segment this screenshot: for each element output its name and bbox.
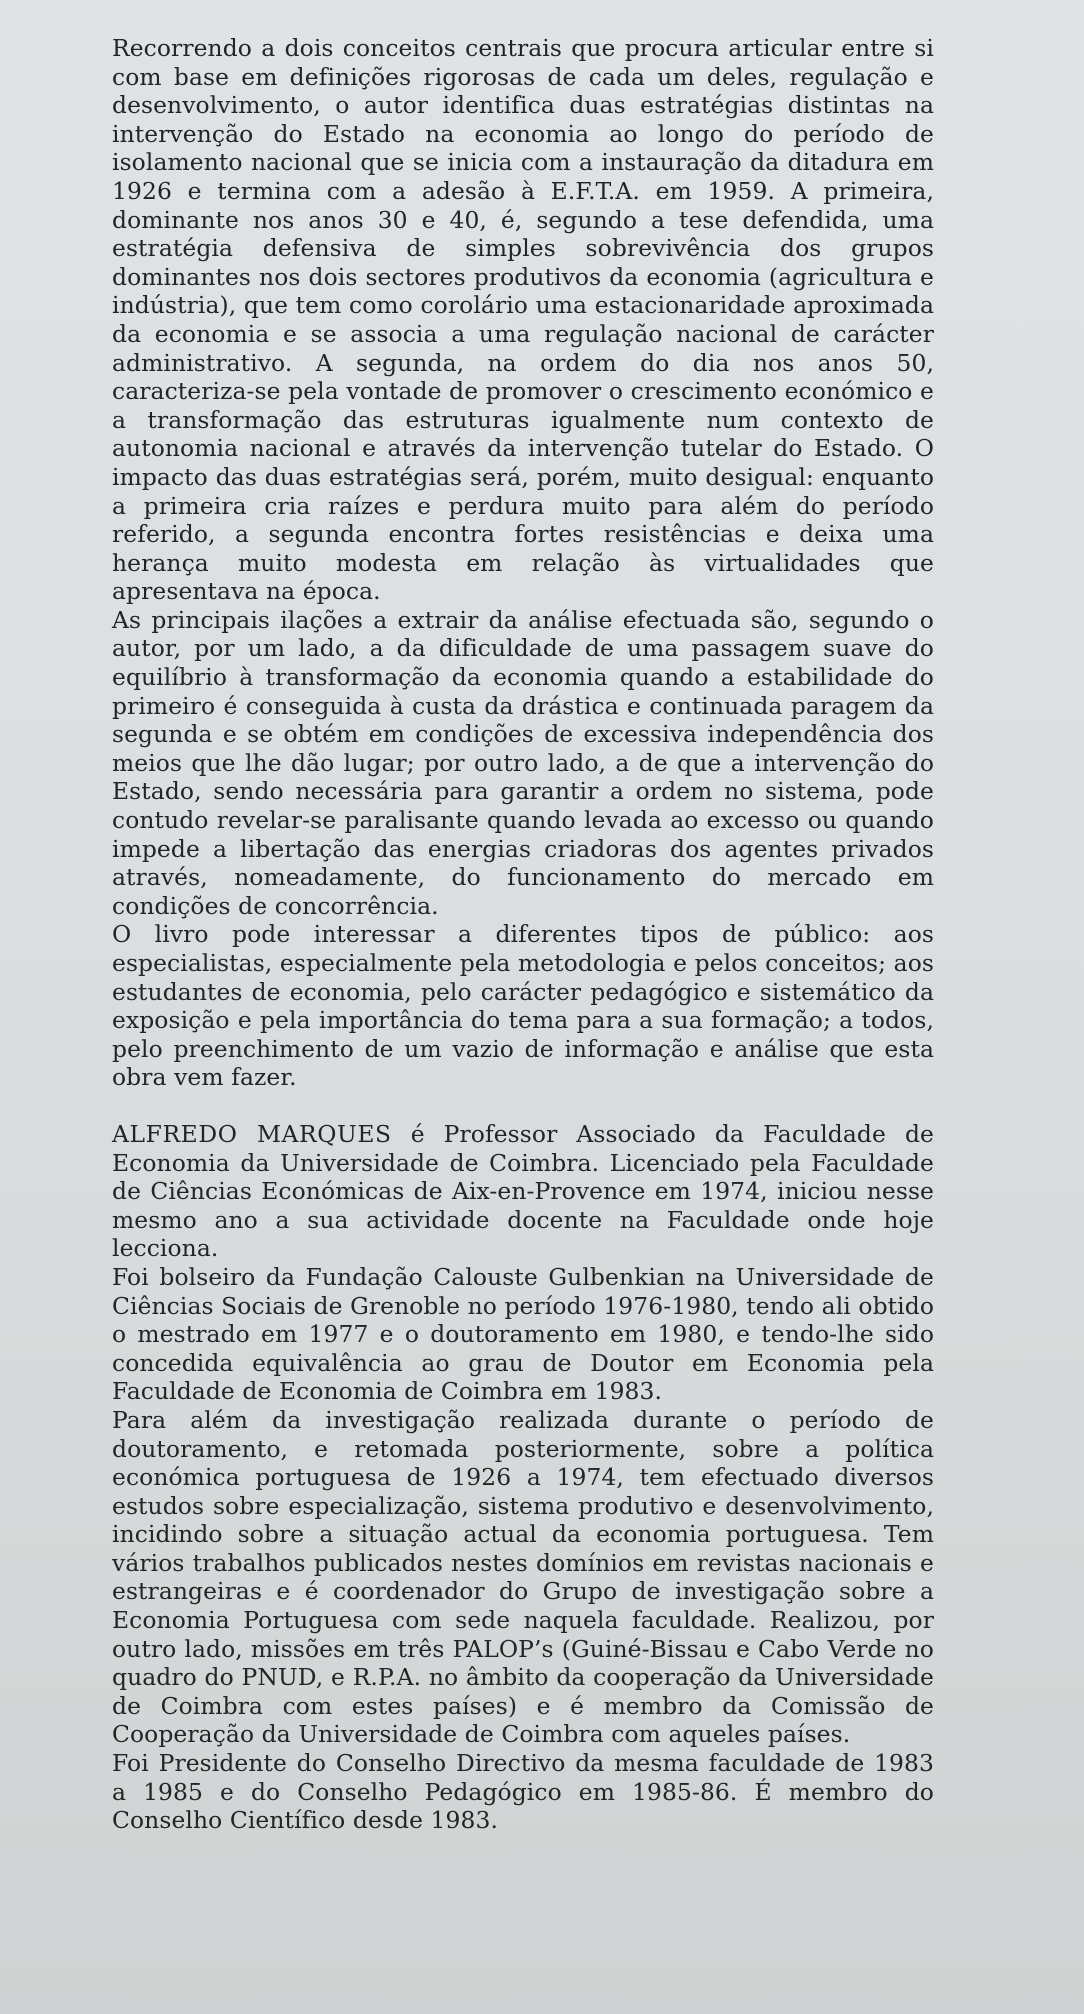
author-bio-intro (112, 1120, 934, 1263)
section-spacer (112, 1092, 934, 1120)
author-bio-paragraph-4: Foi Presidente do Conselho Directivo da mesma faculdade de 1983 a 1985 e do Conselho Pedagógico em 1985-86. É membro do Conselho Científico desde 1983. (112, 1749, 934, 1835)
author-bio-paragraph-2: Foi bolseiro da Fundação Calouste Gulbenkian na Universidade de Ciências Sociais de Grenoble no período 1976-1980, tendo ali obtido o mestrado em 1977 e o doutoramento em 1980, e tendo-lhe sido concedida equivalência ao grau de Doutor em Economia pela Faculdade de Economia de Coimbra em 1983. (112, 1262, 934, 1406)
book-back-cover-text (112, 34, 934, 1835)
review-paragraph-1: Recorrendo a dois conceitos centrais que procura articular entre si com base em definições rigorosas de cada um deles, regulação e desenvolvimento, o autor identifica duas estratégias distintas na intervenção do Estado na economia ao longo do período de isolamento nacional que se inicia com a instauração da ditadura em 1926 e termina com a adesão à E.F.T.A. em 1959. A primeira, dominante nos anos 30 e 40, é, segundo a tese defendida, uma estratégia defensiva de simples sobrevivência dos grupos dominantes nos dois sectores produtivos da economia (agricultura e indústria), que tem como corolário uma estacionaridade aproximada da economia e se associa a uma regulação nacional de carácter administrativo. A segunda, na ordem do dia nos anos 50, caracteriza-se pela vontade de promover o crescimento económico e a transformação das estruturas igualmente num contexto de autonomia nacional e através da intervenção tutelar do Estado. O impacto das duas estratégias será, porém, muito desigual: enquanto a primeira cria raízes e perdura muito para além do período referido, a segunda encontra fortes resistências e deixa uma herança muito modesta em relação às virtualidades que apresentava na época. (112, 34, 934, 606)
author-bio-paragraph-3: Para além da investigação realizada durante o período de doutoramento, e retomada posteriormente, sobre a política económica portuguesa de 1926 a 1974, tem efectuado diversos estudos sobre especialização, sistema produtivo e desenvolvimento, incidindo sobre a situação actual da economia portuguesa. Tem vários trabalhos publicados nestes domínios em revistas nacionais e estrangeiras e é coordenador do Grupo de investigação sobre a Economia Portuguesa com sede naquela faculdade. Realizou, por outro lado, missões em três PALOP’s (Guiné-Bissau e Cabo Verde no quadro do PNUD, e R.P.A. no âmbito da cooperação da Universidade de Coimbra com estes países) e é membro da Comissão de Cooperação da Universidade de Coimbra com aqueles países. (112, 1405, 934, 1749)
review-paragraph-2: As principais ilações a extrair da análise efectuada são, segundo o autor, por um lado, a da dificuldade de uma passagem suave do equilíbrio à transformação da economia quando a estabilidade do primeiro é conseguida à custa da drástica e continuada paragem da segunda e se obtém em condições de excessiva independência dos meios que lhe dão lugar; por outro lado, a de que a intervenção do Estado, sendo necessária para garantir a ordem no sistema, pode contudo revelar-se paralisante quando levada ao excesso ou quando impede a libertação das energias criadoras dos agentes privados através, nomeadamente, do funcionamento do mercado em condições de concorrência. (112, 605, 934, 920)
review-paragraph-3: O livro pode interessar a diferentes tipos de público: aos especialistas, especialmente pela metodologia e pelos conceitos; aos estudantes de economia, pelo carácter pedagógico e sistemático da exposição e pela importância do tema para a sua formação; a todos, pelo preenchimento de um vazio de informação e análise que esta obra vem fazer. (112, 920, 934, 1092)
author-intro-text: é Professor Associado da Faculdade de Economia da Universidade de Coimbra. Licenciado pela Faculdade de Ciências Económicas de Aix-en-Provence em 1974, iniciou nesse mesmo ano a sua actividade docente na Faculdade onde hoje lecciona. (112, 1119, 934, 1263)
author-name: ALFREDO MARQUES (112, 1119, 392, 1148)
